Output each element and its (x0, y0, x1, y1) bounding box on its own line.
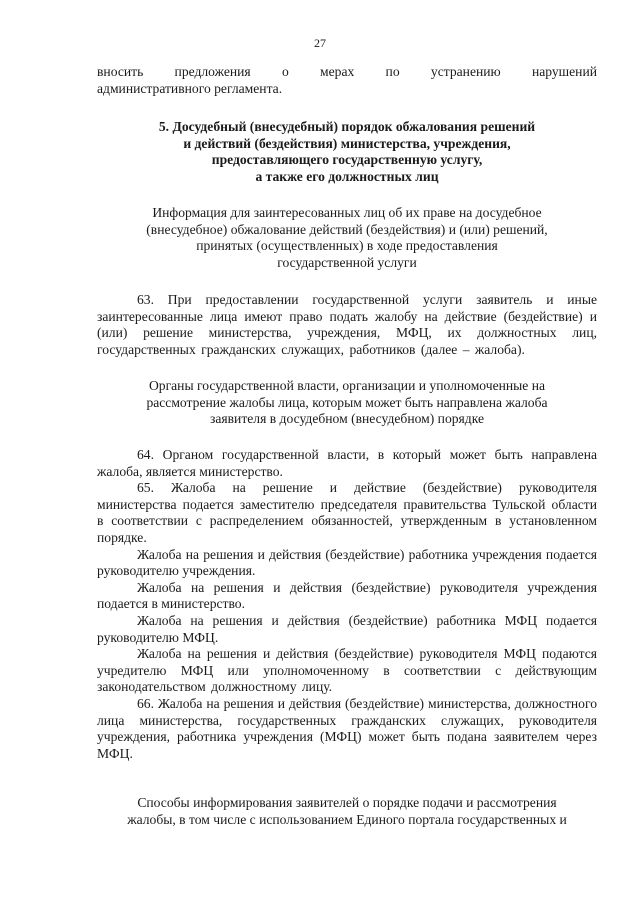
paragraphs-64-66 (97, 447, 597, 762)
paragraph-worker-mfc: Жалоба на решения и действия (бездействие) работника МФЦ подается руководителю МФЦ. (97, 612, 597, 645)
subheading2-line-2: рассмотрение жалобы лица, которым может быть направлена жалоба (146, 394, 548, 410)
subheading3-line-2: жалобы, в том числе с использованием Единого портала государственных и (127, 811, 567, 827)
subheading-informing (97, 795, 597, 828)
paragraph-63-block (97, 292, 597, 358)
subheading2-line-1: Органы государственной власти, организации и уполномоченные на (148, 378, 546, 393)
paragraph-63: 63. При предоставлении государственной услуги заявитель и иные заинтересованные лица имеют право подать жалобу на действие (бездействие) и (или) решение министерства, учреждения, МФЦ, их должностных лиц, государственных гражданских служащих, работников (далее – жалоба). (97, 292, 597, 357)
intro-line-1: вносить предложения о мерах по устранению нарушений (97, 64, 597, 79)
subheading1-line-2: (внесудебное) обжалование действий (бездействия) и (или) решений, (146, 221, 548, 237)
subheading1-line-4: государственной услуги (277, 254, 417, 270)
page-number: 27 (314, 36, 326, 50)
section-heading-line-3: предоставляющего государственную услугу, (211, 152, 483, 168)
paragraph-worker-institution: Жалоба на решения и действия (бездействие) работника учреждения подается руководителю учреждения. (97, 546, 597, 579)
subheading-appeal-right (97, 205, 597, 271)
paragraph-64: 64. Органом государственной власти, в который может быть направлена жалоба, является министерство. (97, 447, 597, 479)
paragraph-65: 65. Жалоба на решение и действие (бездействие) руководителя министерства подается заместителю председателя правительства Тульской области в соответствии с распределением обязанностей, утвержденным в установленном порядке. (97, 480, 597, 545)
section-heading-line-1: 5. Досудебный (внесудебный) порядок обжалования решений (158, 119, 536, 134)
subheading1-line-1: Информация для заинтересованных лиц об их праве на досудебное (152, 205, 542, 220)
paragraph-66: 66. Жалоба на решения и действия (бездействие) министерства, должностного лица министерства, государственных гражданских служащих, руководителя учреждения, работника учреждения (МФЦ) может быть подана заявителем через МФЦ. (97, 695, 597, 761)
subheading2-line-3: заявителя в досудебном (внесудебном) порядке (209, 411, 485, 427)
paragraph-head-mfc: Жалоба на решения и действия (бездействие) руководителя МФЦ подаются учредителю МФЦ или уполномоченному в соответствии с действующим законодательством должностному лицу. (97, 646, 597, 695)
section-heading (97, 119, 597, 185)
section-heading-line-4: а также его должностных лиц (255, 168, 439, 184)
intro-paragraph (97, 64, 597, 97)
intro-line-2: административного регламента. (97, 80, 283, 96)
subheading3-line-1: Способы информирования заявителей о порядке подачи и рассмотрения (137, 795, 557, 810)
section-heading-line-2: и действий (бездействия) министерства, учреждения, (183, 135, 511, 151)
subheading1-line-3: принятых (осуществленных) в ходе предоставления (196, 238, 498, 254)
subheading-authorities (97, 378, 597, 428)
paragraph-head-institution: Жалоба на решения и действия (бездействие) руководителя учреждения подается в министерство. (97, 579, 597, 612)
